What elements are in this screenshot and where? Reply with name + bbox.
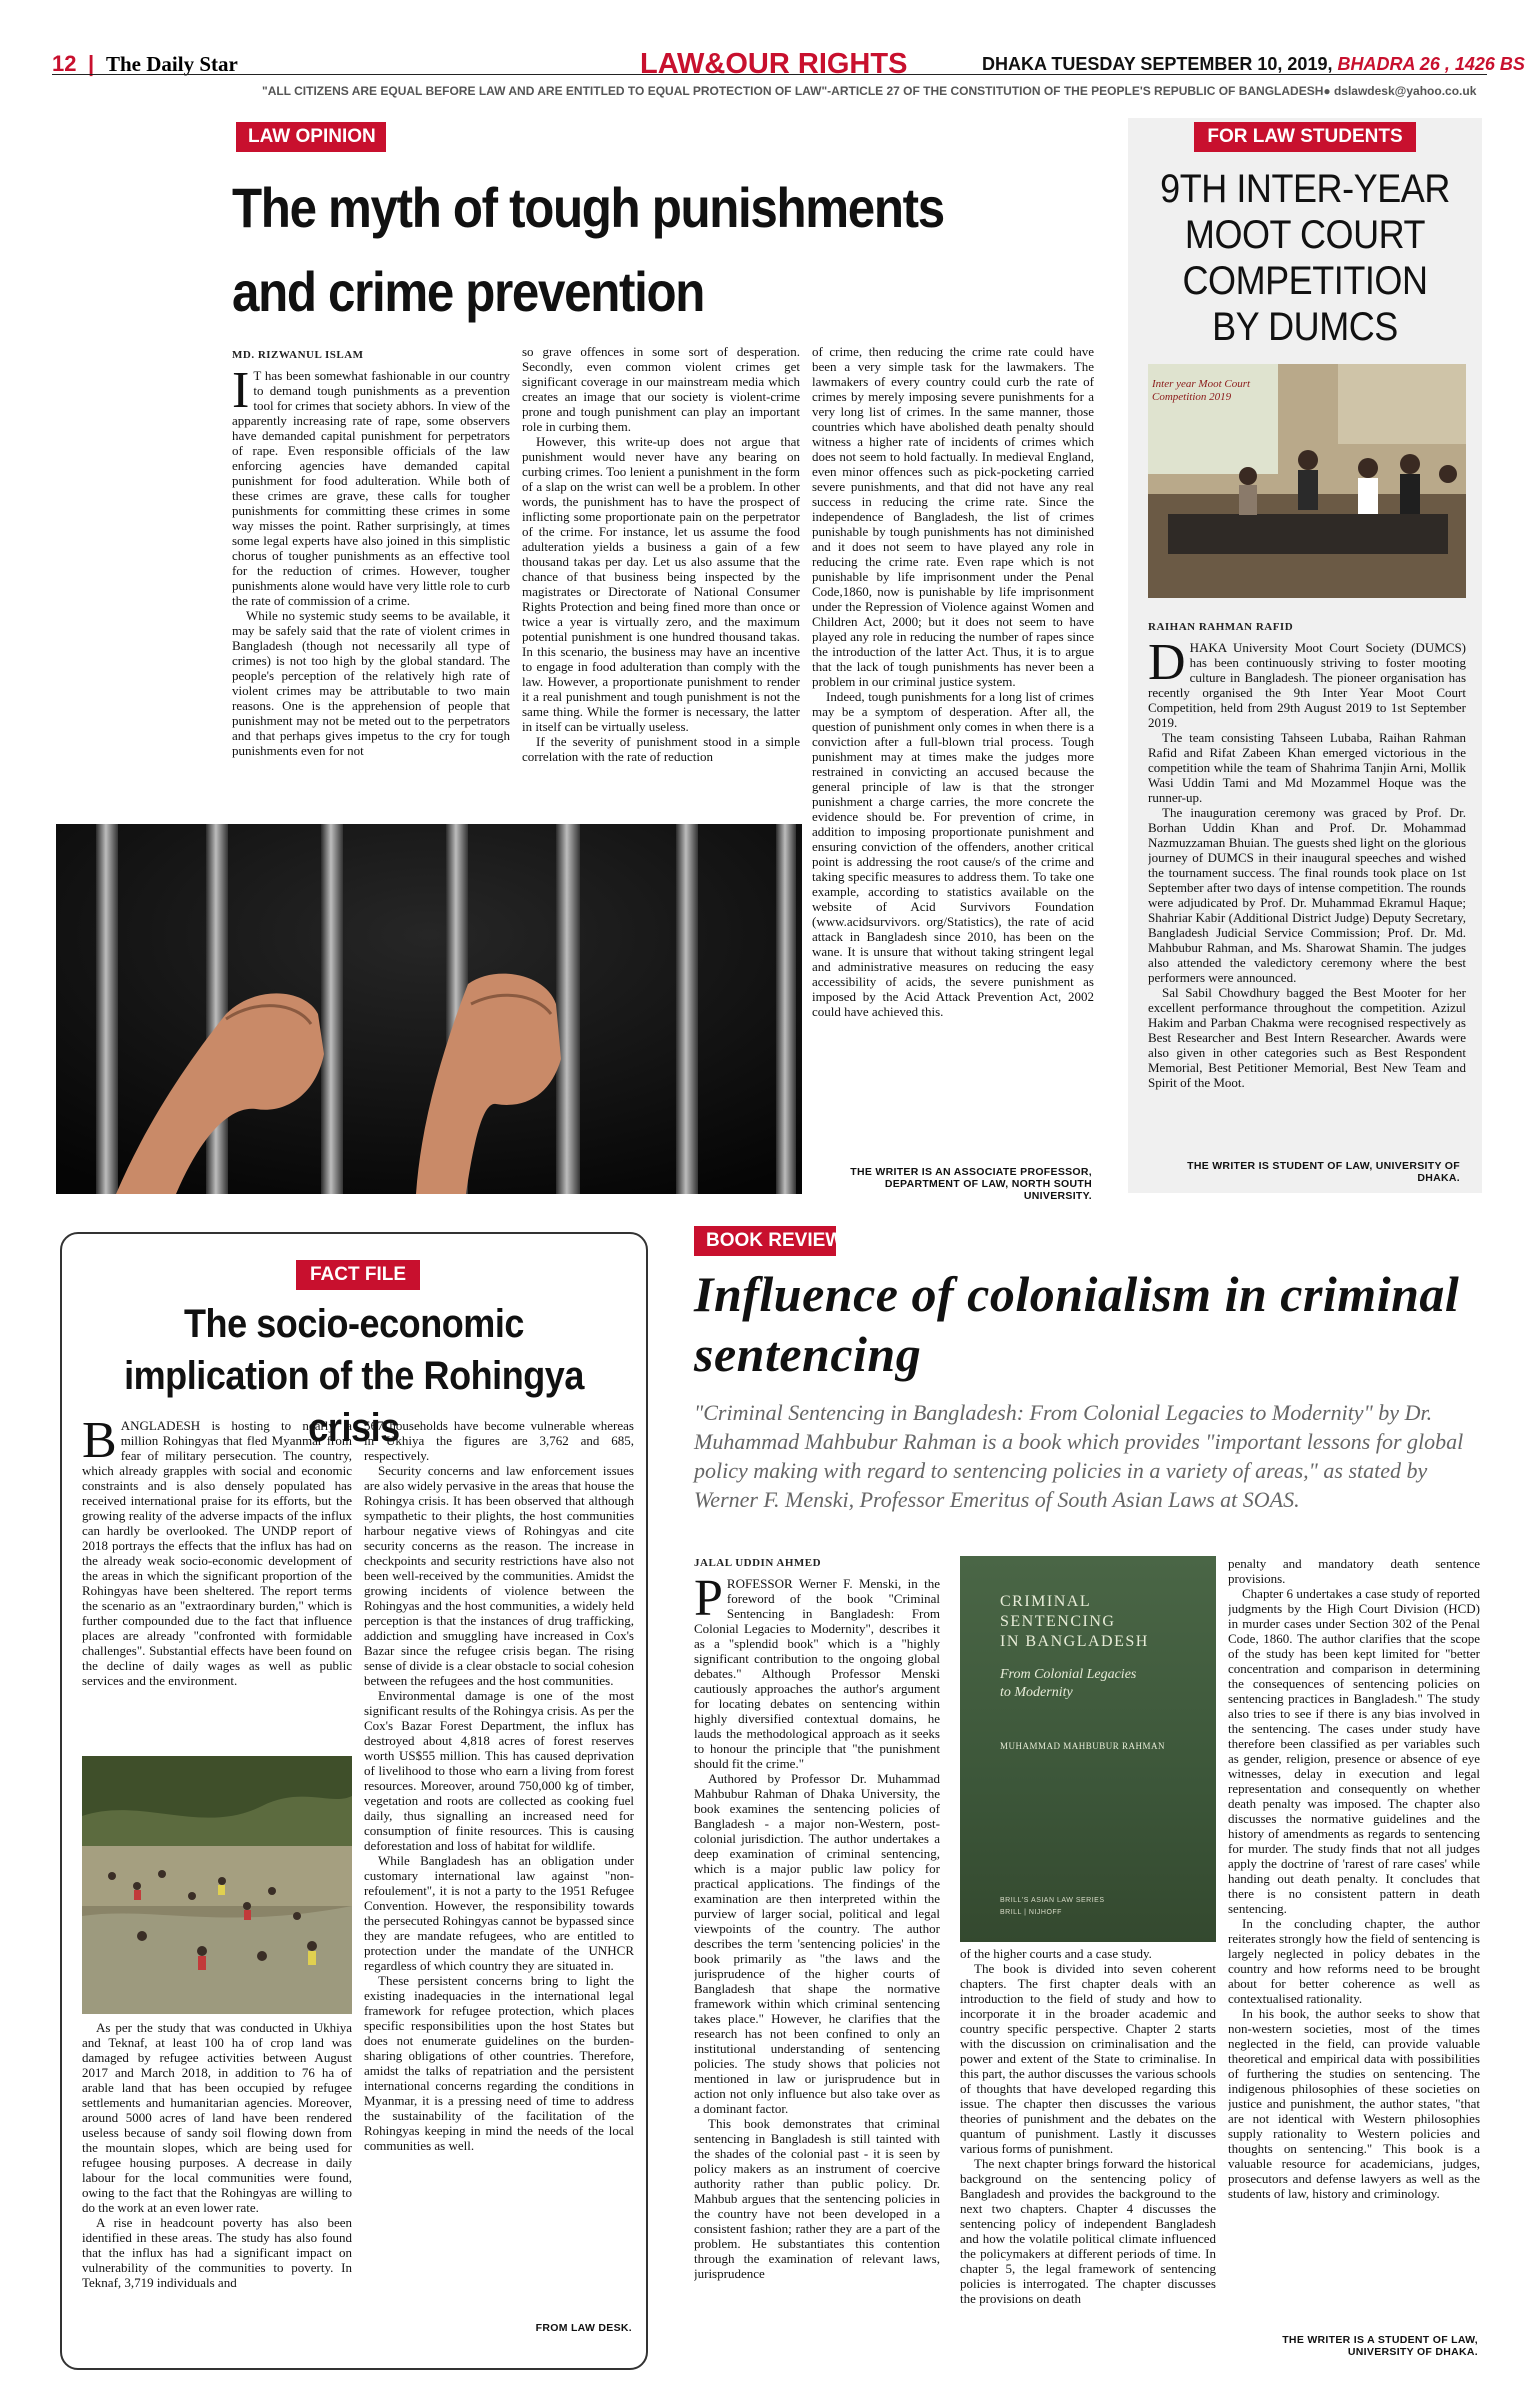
book-title-line: IN BANGLADESH — [1000, 1633, 1149, 1650]
book-cover-publisher: BRILL | NIJHOFF — [1000, 1909, 1062, 1916]
fact-file-tag: FACT FILE — [296, 1260, 420, 1290]
paragraph: The inauguration ceremony was graced by Prof. Dr. Borhan Uddin Khan and Prof. Dr. Mohammad Nazmuzzaman Bhuian. The guests shed light on the glorious journey of DUMCS in their inaugural speeches and wished the tournament success. The final rounds took place on 1st September after two days of intense competition. The rounds were adjudicated by Prof. Dr. Muhammad Ekramul Haque; Shahriar Kabir (Additional District Judge) Deputy Secretary, Bangladesh Judicial Service Commission; Prof. Dr. Md. Mahbubur Rahman, and Ms. Sharowat Shamin. The judges also attended the valedictory ceremony where the best performers were announced. — [1148, 805, 1466, 985]
drop-cap: I — [232, 368, 250, 419]
fact-file-headline: The socio-economic implication of the Rohingya crisis — [124, 1302, 584, 1450]
law-opinion-byline: MD. RIZWANUL ISLAM — [232, 349, 364, 361]
book-review-standfirst: "Criminal Sentencing in Bangladesh: From Colonial Legacies to Modernity" by Dr. Muhammad Mahbubur Rahman is a book which provides "important lessons for global policy making with regard to sentencing policies in a variety of areas," as stated by Werner F. Menski, Professor Emeritus of South Asian Laws at SOAS. — [694, 1400, 1464, 1512]
rohingya-refugees-photo — [82, 1756, 352, 2014]
law-opinion-column-3 — [812, 344, 1094, 1156]
paragraph: The book is divided into seven coherent chapters. The first chapter deals with an introduction to the field of study and how to incorporate it in the broader academic and country specific perspective. Chapter 2 starts with the discussion on criminalisation and the power and extent of the State to criminalise. In this part, the author discusses the various schools of thoughts that have developed regarding this issue. The chapter then discusses the various theories of punishment and the debates on the quantum of punishment. Lastly it discusses various forms of punishment. — [960, 1961, 1216, 2156]
book-title-line: SENTENCING — [1000, 1613, 1116, 1630]
paragraph: Environmental damage is one of the most significant results of the Rohingya crisis. As per the Cox's Bazar Forest Department, the influx has destroyed about 4,818 acres of forest reserves worth US$55 million. This has caused deprivation of livelihood to those who earn a living from forest resources. Moreover, around 750,000 kg of timber, vegetation and roots are collected as cooking fuel daily, thus signalling an increased need for consumption of finite resources. This is causing deforestation and loss of habitat for wildlife. — [364, 1688, 634, 1853]
paragraph: 567 households have become vulnerable whereas in Ukhiya the figures are 3,762 and 685, respectively. — [364, 1418, 634, 1463]
book-subtitle-line: to Modernity — [1000, 1685, 1073, 1700]
fact-file-column-1-top — [82, 1418, 352, 1740]
paragraph: However, this write-up does not argue that punishment would never have any bearing on curbing crimes. Too lenient a punishment in the form of a slap on the wrist can well be a problem. In other words, the punishment has to have the prospect of inflicting some proportionate pain on the perpetrator of the crime. For instance, let us assume the food adulteration yields a business a gain of a few thousand takas per day. Let us also assume that the chance of that business being inspected by the magistrates or Directorate of National Consumer Rights Protection and being fined more than once or twice a year is virtually zero, and the maximum potential punishment is one hundred thousand takas. In this scenario, the business may have an incentive to engage in food adulteration than comply with the law. However, a proportionate punishment to render it a real punishment and tough punishment is not the same thing. While the former is necessary, the latter in itself can be virtually useless. — [522, 434, 800, 734]
paragraph: These persistent concerns bring to light the existing inadequacies in the international legal framework for refugee protection, which places specific responsibilities upon the host States but does not enumerate guidelines on the burden-sharing obligations of other countries. Therefore, amidst the talks of repatriation and the persistent international concerns regarding the conditions in Myanmar, it is a pressing need of time to address the sustainability of the facilitation of the Rohingyas keeping in mind the needs of the local communities as well. — [364, 1973, 634, 2153]
paragraph: HAKA University Moot Court Society (DUMCS) has been continuously striving to foster mooting culture in Bangladesh. The pioneer organisation has recently organised the 9th Inter Year Moot Court Competition, held from 29th August 2019 to 1st September 2019. — [1148, 640, 1466, 730]
book-cover — [960, 1556, 1216, 1942]
paragraph: As per the study that was conducted in Ukhiya and Teknaf, at least 100 ha of crop land was damaged by refugee activities between August 2017 and March 2018, in addition to 76 ha of arable land that has been occupied by refugee settlements and humanitarian agencies. Moreover, around 5000 acres of land have been rendered useless because of sandy soil flowing down from the mountain slopes, which are being used for refugee housing purposes. A decrease in daily labour for the local communities were found, owing to the fact that the Rohingyas are willing to do the work at an even lower rate. — [82, 2020, 352, 2215]
photo-banner: Inter year Moot Court Competition 2019 — [1152, 378, 1251, 403]
book-cover-title — [1000, 1592, 1200, 1652]
paragraph: In the concluding chapter, the author reiterates strongly how the field of sentencing is largely neglected in policy debates in the country and how reforms need to be brought about for better coherence as well as contextualised rationality. — [1228, 1916, 1480, 2006]
paragraph: In his book, the author seeks to show that non-western societies, most of the times neglected in the field, can provide valuable theoretical and empirical data with possibilities of furthering the studies on sentencing. The indigenous philosophies of these societies on justice and punishment, the author states, "that are not identical with Western philosophies supply rationality to Western policies and thoughts on sentencing." This book is a valuable resource for academicians, judges, prosecutors and defense lawyers as well as the students of law, history and criminology. — [1228, 2006, 1480, 2201]
paragraph: ANGLADESH is hosting to nearly a million Rohingyas that fled Myanmar from fear of military persecution. The country, which already grapples with social and economic constraints and is also densely populated has received international praise for its efforts, but the growing reality of the adverse impacts of the influx can hardly be overlooked. The UNDP report of 2018 portrays the effects that the influx has had on the already weak socio-economic development of the areas in which the significant proportion of the Rohingyas have been sheltered. The report terms the scenario as an "extraordinary burden," which is further compounded due to the fact that influence places are already "confronted with formidable challenges". Substantial effects have been found on the decline of daily wages as well as public services and the environment. — [82, 1418, 352, 1688]
paragraph: of crime, then reducing the crime rate could have been a very simple task for the lawmakers. The lawmakers of every country could curb the rate of crimes by merely imposing severe punishments for a very long list of crimes. In the same manner, those countries which have abolished death penalty should witness a higher rate of incidents of crimes which does not seem to hold factually. In medieval England, even minor offences such as pick-pocketing carried severe punishments, and that did not have any real success in reducing the crime rate. Since the independence of Bangladesh, the list of crimes punishable by tough punishments has not diminished and it does not seem to have played any role in reducing the crime rate. Even rape which is not punishable by life imprisonment under the Penal Code,1860, now is punishable by life imprisonment under the Repression of Violence against Women and Children Act, 2000; but it does not seem to have played any role in reducing the number of rapes since the introduction of the latter Act. Thus, it is to argue that the lack of tough punishments has never been a problem in our criminal justice system. — [812, 344, 1094, 689]
prison-bars-illustration — [56, 824, 802, 1194]
law-opinion-headline: The myth of tough punishments and crime prevention — [232, 176, 944, 323]
law-opinion-tag: LAW OPINION — [236, 122, 386, 152]
drop-cap: D — [1148, 640, 1186, 691]
paper-logo: The Daily Star — [106, 52, 238, 76]
paragraph: The next chapter brings forward the historical background on the sentencing policy of Bangladesh and provides the background to the next two chapters. Chapter 4 discusses the sentencing policy of independent Bangladesh and how the volatile political climate influenced the policymakers at different periods of time. In chapter 5, the legal framework of sentencing policies is interrogated. The chapter discusses the provisions on death — [960, 2156, 1216, 2306]
drop-cap: B — [82, 1418, 117, 1469]
paragraph: Indeed, tough punishments for a long list of crimes may be a symptom of desperation. After all, the question of punishment only comes in when there is a conviction after a full-blown trial process. Tough punishment may at times make the judges more restrained in convicting an accused because the general principle of law is that the stronger punishment a charge carries, the more concrete the evidence should be. For prevention of crime, in addition to imposing proportionate punishment and ensuring conviction of the offenders, another critical point is addressing the root cause/s of the crime and taking specific measures to address them. To take one example, according to statistics available on the website of Acid Survivors Foundation (www.acidsurvivors. org/Statistics), the rate of acid attack in Bangladesh since 2010, has been on the wane. It is unsure that without taking stringent legal and administrative measures on reducing the easy accessibility of acids, the severe punishment as imposed by the Acid Attack Prevention Act, 2002 could have achieved this. — [812, 689, 1094, 1019]
dateline — [982, 53, 1525, 75]
law-students-credit: THE WRITER IS STUDENT OF LAW, UNIVERSITY OF DHAKA. — [1187, 1160, 1460, 1184]
book-review-byline: JALAL UDDIN AHMED — [694, 1557, 822, 1569]
book-review-column-1 — [694, 1576, 940, 2350]
paragraph: of the higher courts and a case study. — [960, 1946, 1152, 1961]
moot-court-photo — [1148, 364, 1466, 598]
paragraph: This book demonstrates that criminal sentencing in Bangladesh is still tainted with the shades of the colonial past - it is seen by policy makers as an instrument of coercive authority rather than public policy. Dr. Mahbub argues that the sentencing policies in the country have not been developed in a consistent fashion; rather they are a part of the problem. He substantiates this contention through the examination of relevant laws, jurisprudence — [694, 2116, 940, 2281]
paragraph: Authored by Professor Dr. Muhammad Mahbubur Rahman of Dhaka University, the book examines the sentencing policies of Bangladesh - a major non-Western, post-colonial jurisdiction. The author undertakes a deep examination of criminal sentencing, which is a major public law policy for practical applications. The findings of the examination are then interpreted within the purview of larger social, political and legal viewpoints of the country. The author describes the term 'sentencing policies' in the book primarily as "the laws and the jurisprudence of the higher courts of Bangladesh that shape the normative framework within which criminal sentencing takes place." However, he clarifies that the research has not been confined to only an institutional understanding of sentencing policies. The study shows that policies not mentioned in law or jurisprudence but in action not only influence but also take over as a dominant factor. — [694, 1771, 940, 2116]
drop-cap: P — [694, 1576, 723, 1627]
book-review-tag: BOOK REVIEW — [694, 1226, 836, 1256]
paragraph: While no systemic study seems to be available, it may be safely said that the rate of violent crimes in Bangladesh (though not necessarily all type of crimes) is not too high by the global standard. The people's perception of the relatively high rate of violent crimes may be attributable to two main reasons. One is the apprehension of people that punishment may not be meted out to the perpetrators and that perhaps gives impetus to the cry for tough punishments even for not — [232, 608, 510, 758]
refugees-river-illustration — [82, 1756, 352, 2014]
paragraph: A rise in headcount poverty has also been identified in these areas. The study has also found that the influx has had a significant impact on vulnerability of the communities to poverty. In Teknaf, 3,719 individuals and — [82, 2215, 352, 2290]
law-opinion-column-1 — [232, 368, 510, 820]
book-title-line: CRIMINAL — [1000, 1593, 1092, 1610]
law-students-body — [1148, 640, 1466, 1152]
book-review-credit: THE WRITER IS A STUDENT OF LAW, UNIVERSITY OF DHAKA. — [1282, 2334, 1478, 2358]
law-students-byline: RAIHAN RAHMAN RAFID — [1148, 621, 1294, 633]
section-title: LAW&OUR RIGHTS — [640, 48, 908, 80]
paragraph: Security concerns and law enforcement issues are also widely pervasive in the areas that house the Rohingya crisis. It has been observed that although sympathetic to their plights, the host communities harbour negative views of Rohingyas and cite security concerns as the reason. The increase in checkpoints and security restrictions have also not been well-received by the communities. Amidst the growing incidents of violence between the Rohingyas and the host communities, a widely held perception is that the instances of drug trafficking, addiction and smuggling have increased in Cox's Bazar since the refugee crisis began. The rising sense of divide is a clear obstacle to social cohesion between the refugees and the host communities. — [364, 1463, 634, 1688]
masthead-separator: | — [88, 51, 95, 76]
paragraph: The team consisting Tahseen Lubaba, Raihan Rahman Rafid and Rifat Zabeen Khan emerged victorious in the competition while the team of Shahrima Tanjin Arni, Mollik Wasi Uddin Tami and Md Mozammel Hoque was the runner-up. — [1148, 730, 1466, 805]
prison-bars-photo — [56, 824, 802, 1194]
paragraph: If the severity of punishment stood in a simple correlation with the rate of reduction — [522, 734, 800, 764]
paragraph: penalty and mandatory death sentence provisions. — [1228, 1556, 1480, 1586]
paragraph: T has been somewhat fashionable in our country to demand tough punishments as a prevention tool for crimes that society abhors. In view of the apparently increasing rate of rape, some observers have demanded capital punishment for perpetrators of rape. Even responsible officials of the law enforcing agencies have demanded capital punishment for food adulteration. While both of these crimes are grave, these calls for tougher punishments for committing these crimes in some way misses the point. Rather surprisingly, at times some legal experts have also joined in this simplistic chorus of tougher punishments as an effective tool for the reduction of crimes. However, tougher punishments alone would have very little role to curb the rate of commission of a crime. — [232, 368, 510, 608]
book-cover-author: MUHAMMAD MAHBUBUR RAHMAN — [1000, 1741, 1166, 1751]
paragraph: so grave offences in some sort of desperation. Secondly, even common violent crimes get significant coverage in our mainstream media which creates an image that our society is violent-crime prone and tough punishment can play an important role in curbing them. — [522, 344, 800, 434]
date-bangla: BHADRA 26 , 1426 BS — [1337, 54, 1525, 74]
masthead-rule — [52, 74, 1487, 75]
paragraph: ROFESSOR Werner F. Menski, in the foreword of the book "Criminal Sentencing in Bangladesh: From Colonial Legacies to Modernity", describes it as a "splendid book" which is a "highly significant contribution to the ongoing global debates." Although Professor Menski cautiously approaches the author's argument for locating debates on sentencing within highly diversified contextual domains, he lauds the methodological approach as it seeks to honour the principle that "the punishment should fit the crime." — [694, 1576, 940, 1771]
page-number: 12 — [52, 51, 77, 76]
fact-file-column-2 — [364, 1418, 634, 2312]
paragraph: While Bangladesh has an obligation under customary international law against "non-refoulement", it is not a party to the 1951 Refugee Convention. However, the responsibility towards the persecuted Rohingyas cannot be bypassed since they are mandate refugees, who are entitled to protection under the mandate of the UNHCR regardless of which country they are situated in. — [364, 1853, 634, 1973]
paragraph: Sal Sabil Chowdhury bagged the Best Mooter for her excellent performance throughout the competition. Azizul Hakim and Parban Chakma were recognised respectively as Best Researcher and Best Intern Researcher. Awards were also given in other categories such as Best Respondent Memorial, Best Petitioner Memorial, Best New Team and Spirit of the Moot. — [1148, 985, 1466, 1090]
book-subtitle-line: From Colonial Legacies — [1000, 1667, 1137, 1682]
law-students-tag: FOR LAW STUDENTS — [1194, 122, 1416, 152]
law-opinion-credit: THE WRITER IS AN ASSOCIATE PROFESSOR, DEPARTMENT OF LAW, NORTH SOUTH UNIVERSITY. — [850, 1166, 1092, 1202]
book-review-column-2 — [960, 1946, 1216, 2350]
book-cover-series: BRILL'S ASIAN LAW SERIES — [1000, 1897, 1105, 1904]
book-review-column-3 — [1228, 1556, 1480, 2330]
law-opinion-column-2 — [522, 344, 800, 820]
date: TUESDAY SEPTEMBER 10, 2019, — [1051, 54, 1333, 74]
law-students-headline: 9TH INTER-YEAR MOOT COURT COMPETITION BY DUMCS — [1160, 167, 1450, 349]
book-review-headline: Influence of colonialism in criminal sentencing — [694, 1266, 1460, 1382]
date-prefix: DHAKA — [982, 54, 1047, 74]
fact-file-column-1-bottom — [82, 2020, 352, 2342]
paragraph: Chapter 6 undertakes a case study of reported judgments by the High Court Division (HCD) in murder cases under Section 302 of the Penal Code, 1860. The author clarifies that the scope of the study has been kept limited for "better concentration and comparison in determining the consequences of sentencing policies on sentencing practices in Bangladesh." The study also tries to see if there is any bias involved in the sentencing. The cases under study have therefore been classified as per variables such as gender, religion, presence or absence of eye witnesses, delay in execution and legal representation and consequently on whether death penalty was imposed. The chapter also discusses the normative guidelines and the history of amendments as regards to sentencing for murder. The study finds that not all judges apply the doctrine of 'rarest of rare cases' while handing out death penalty. It concludes that there is no consistent pattern in death sentencing. — [1228, 1586, 1480, 1916]
book-cover-subtitle — [1000, 1666, 1200, 1702]
fact-file-credit: FROM LAW DESK. — [535, 2322, 632, 2334]
masthead-motto: "ALL CITIZENS ARE EQUAL BEFORE LAW AND ARE ENTITLED TO EQUAL PROTECTION OF LAW"-ARTICLE 27 OF THE CONSTITUTION OF THE PEOPLE'S REPUBLIC OF BANGLADESH● dslawdesk@yahoo.co.uk — [262, 84, 1477, 98]
